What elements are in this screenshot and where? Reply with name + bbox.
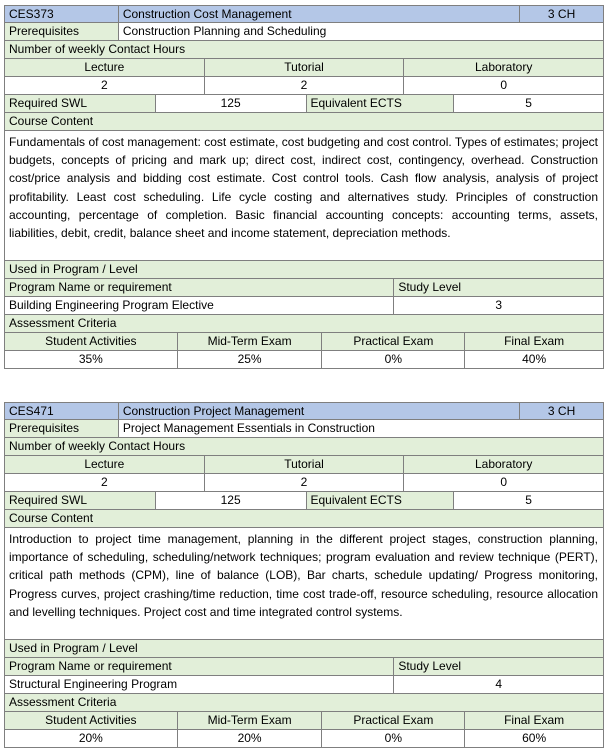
prerequisites-label: Prerequisites [5, 420, 119, 438]
contact-hours-row [4, 41, 604, 59]
swl-value: 125 [156, 492, 307, 510]
final-exam-label: Final Exam [465, 333, 604, 351]
swl-value: 125 [156, 95, 307, 113]
ects-value: 5 [454, 492, 604, 510]
program-name-label: Program Name or requirement [5, 658, 394, 676]
course-content-label: Course Content [5, 113, 604, 131]
student-activities-value: 20% [5, 730, 178, 748]
program-name-value: Structural Engineering Program [5, 676, 394, 694]
student-activities-label: Student Activities [5, 712, 178, 730]
assessment-values-row [4, 351, 604, 369]
contact-hours-headers-row [4, 456, 604, 474]
lecture-label: Lecture [5, 59, 205, 77]
tutorial-value: 2 [205, 474, 405, 492]
course-content-text: Fundamentals of cost management: cost estimate, cost budgeting and cost control. Types of estimates; project budgets, concepts of pricing and mark up; direct cost, indirect cost, contingency, overhead. Construction cost/price analysis and bidding cost estimate. Cost control tools. Cash flow analysis, analysis of project profitability. Least cost scheduling. Life cycle costing and alternatives study. Principles of construction accounting, percentage of completion. Basic financial accounting concepts: accounting terms, assets, liabilities, debit, credit, balance sheet and income statement, depreciation methods. [5, 131, 604, 261]
swl-label: Required SWL [5, 492, 156, 510]
course-table-ces373 [4, 5, 604, 369]
credit-hours: 3 CH [520, 5, 604, 23]
lecture-value: 2 [5, 474, 205, 492]
midterm-exam-label: Mid-Term Exam [178, 712, 323, 730]
prerequisites-label: Prerequisites [5, 23, 119, 41]
ects-label: Equivalent ECTS [307, 492, 455, 510]
program-headers-row [4, 279, 604, 297]
contact-hours-values-row [4, 474, 604, 492]
laboratory-label: Laboratory [404, 456, 604, 474]
assessment-headers-row [4, 712, 604, 730]
practical-exam-label: Practical Exam [322, 712, 465, 730]
course-title: Construction Cost Management [119, 5, 520, 23]
tutorial-label: Tutorial [205, 59, 405, 77]
midterm-exam-label: Mid-Term Exam [178, 333, 323, 351]
contact-hours-values-row [4, 77, 604, 95]
laboratory-value: 0 [404, 77, 604, 95]
student-activities-value: 35% [5, 351, 178, 369]
contact-hours-headers-row [4, 59, 604, 77]
swl-ects-row [4, 492, 604, 510]
practical-exam-label: Practical Exam [322, 333, 465, 351]
credit-hours: 3 CH [520, 402, 604, 420]
course-content-text: Introduction to project time management, planning in the different project stages, construction planning, importance of scheduling, scheduling/network techniques; program evaluation and review technique (PERT), critical path methods (CPM), line of balance (LOB), Bar charts, schedule updating/ Progress monitoring, Progress curves, project crashing/time reduction, time cost trade-off, resource scheduling, resource allocation and levelling techniques. Project cost and time integrated control systems. [5, 528, 604, 640]
prerequisites-value: Project Management Essentials in Construction [119, 420, 604, 438]
program-headers-row [4, 658, 604, 676]
program-name-label: Program Name or requirement [5, 279, 394, 297]
course-header-row [4, 5, 604, 23]
used-in-program-label: Used in Program / Level [5, 640, 604, 658]
swl-ects-row [4, 95, 604, 113]
program-name-value: Building Engineering Program Elective [5, 297, 394, 315]
assessment-values-row [4, 730, 604, 748]
midterm-exam-value: 25% [178, 351, 323, 369]
assessment-criteria-label: Assessment Criteria [5, 315, 604, 333]
practical-exam-value: 0% [322, 351, 465, 369]
course-content-row [4, 131, 604, 261]
contact-hours-row [4, 438, 604, 456]
assessment-label-row [4, 315, 604, 333]
final-exam-value: 60% [465, 730, 604, 748]
laboratory-label: Laboratory [404, 59, 604, 77]
contact-hours-label: Number of weekly Contact Hours [5, 41, 604, 59]
course-title: Construction Project Management [119, 402, 520, 420]
tutorial-label: Tutorial [205, 456, 405, 474]
swl-label: Required SWL [5, 95, 156, 113]
course-code: CES373 [5, 5, 119, 23]
study-level-value: 4 [394, 676, 604, 694]
course-code: CES471 [5, 402, 119, 420]
lecture-value: 2 [5, 77, 205, 95]
used-in-program-row [4, 261, 604, 279]
ects-value: 5 [454, 95, 604, 113]
student-activities-label: Student Activities [5, 333, 178, 351]
lecture-label: Lecture [5, 456, 205, 474]
used-in-program-label: Used in Program / Level [5, 261, 604, 279]
ects-label: Equivalent ECTS [307, 95, 455, 113]
course-table-ces471 [4, 402, 604, 748]
assessment-headers-row [4, 333, 604, 351]
practical-exam-value: 0% [322, 730, 465, 748]
final-exam-label: Final Exam [465, 712, 604, 730]
tutorial-value: 2 [205, 77, 405, 95]
program-values-row [4, 297, 604, 315]
study-level-value: 3 [394, 297, 604, 315]
study-level-label: Study Level [394, 279, 604, 297]
laboratory-value: 0 [404, 474, 604, 492]
prerequisites-row [4, 420, 604, 438]
program-values-row [4, 676, 604, 694]
course-content-row [4, 528, 604, 640]
assessment-criteria-label: Assessment Criteria [5, 694, 604, 712]
study-level-label: Study Level [394, 658, 604, 676]
assessment-label-row [4, 694, 604, 712]
final-exam-value: 40% [465, 351, 604, 369]
course-header-row [4, 402, 604, 420]
course-content-label-row [4, 510, 604, 528]
course-content-label: Course Content [5, 510, 604, 528]
prerequisites-row [4, 23, 604, 41]
prerequisites-value: Construction Planning and Scheduling [119, 23, 604, 41]
used-in-program-row [4, 640, 604, 658]
course-content-label-row [4, 113, 604, 131]
contact-hours-label: Number of weekly Contact Hours [5, 438, 604, 456]
midterm-exam-value: 20% [178, 730, 323, 748]
